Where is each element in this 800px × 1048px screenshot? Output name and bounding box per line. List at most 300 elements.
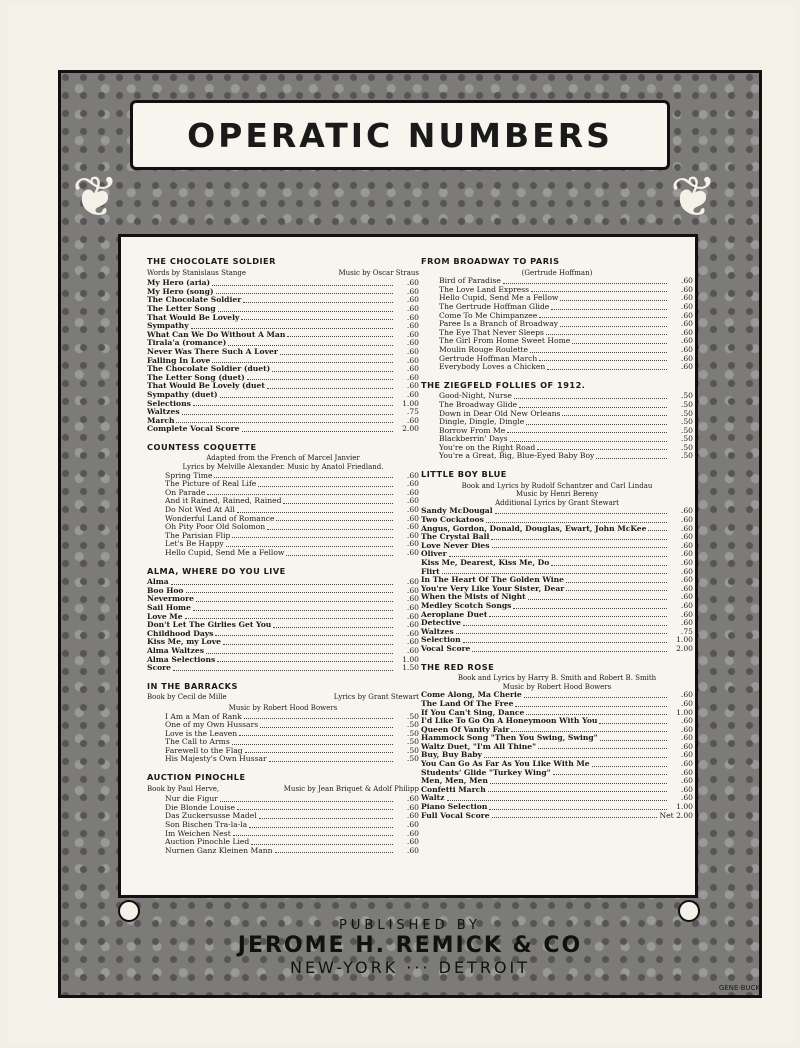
song-price: .60 <box>680 566 693 576</box>
song-price: .60 <box>680 284 693 294</box>
song-title: That Would Be Lovely (duet <box>147 381 265 391</box>
song-title: Buy, Buy Baby <box>421 750 482 760</box>
dot-leader <box>215 630 393 637</box>
song-price: .50 <box>680 434 693 444</box>
song-price: .60 <box>680 724 693 734</box>
song-price: .60 <box>680 293 693 303</box>
section-note: Book and Lyrics by Rudolf Schantzer and Carl Lindau <box>461 481 653 490</box>
dot-leader <box>176 417 393 424</box>
left-lily-ornament-icon: ❦ <box>72 165 119 230</box>
dot-leader <box>566 576 667 583</box>
song-title: Good-Night, Nurse <box>439 391 512 401</box>
song-price: .60 <box>406 295 419 305</box>
song-title: The Letter Song (duet) <box>147 372 245 382</box>
dot-leader <box>217 656 393 663</box>
dot-leader <box>273 621 393 628</box>
dot-leader <box>260 721 393 728</box>
song-price: .60 <box>680 609 693 619</box>
dot-leader <box>173 664 393 671</box>
song-row <box>421 611 693 620</box>
section-heading: LITTLE BOY BLUE <box>421 469 507 480</box>
dot-leader <box>232 532 393 539</box>
artist-signature: GENE·BUCK <box>718 984 760 992</box>
dot-leader <box>592 760 667 767</box>
section <box>147 443 419 558</box>
dot-leader <box>539 312 667 319</box>
dot-leader <box>214 472 393 479</box>
section-note: Book and Lyrics by Harry B. Smith and Robert B. Smith <box>457 674 657 683</box>
dot-leader <box>546 329 667 336</box>
dot-leader <box>193 400 393 407</box>
song-price: .60 <box>406 487 419 497</box>
song-price: .60 <box>680 698 693 708</box>
publisher-name: JEROME H. REMICK & CO <box>237 933 583 958</box>
song-title: Alma Waltzes <box>147 645 204 655</box>
dot-leader <box>212 357 393 364</box>
title-banner <box>130 100 670 170</box>
section <box>147 773 419 855</box>
song-title: On Parade <box>165 487 206 497</box>
song-title: I Am a Man of Rank <box>165 711 242 721</box>
song-price: .60 <box>680 716 693 726</box>
song-title: Vocal Score <box>421 643 471 653</box>
dot-leader <box>553 769 667 776</box>
song-title: Two Cockatoos <box>421 515 484 525</box>
song-price: .60 <box>406 513 419 523</box>
song-price: .60 <box>680 344 693 354</box>
dot-leader <box>287 331 393 338</box>
section-note: Lyrics by Melville Alexander. Music by Anatol Friedland. <box>182 463 384 472</box>
song-price: .60 <box>680 310 693 320</box>
song-price: .60 <box>406 620 419 630</box>
dot-leader <box>220 391 393 398</box>
dot-leader <box>551 303 667 310</box>
song-price: .60 <box>406 321 419 331</box>
song-price: .60 <box>680 515 693 525</box>
song-price: .50 <box>680 399 693 409</box>
song-title: Wonderful Land of Romance <box>165 513 275 523</box>
section <box>421 470 693 653</box>
dot-leader <box>196 595 393 602</box>
dot-leader <box>537 444 667 451</box>
song-price: .60 <box>680 540 693 550</box>
song-price: .50 <box>680 451 693 461</box>
song-price: .60 <box>680 336 693 346</box>
section <box>147 682 419 764</box>
song-title: Kiss Me, Dearest, Kiss Me, Do <box>421 558 550 567</box>
song-price: .60 <box>406 286 419 296</box>
song-title: Selection <box>421 635 461 645</box>
dot-leader <box>531 286 667 293</box>
song-row <box>147 425 419 434</box>
song-price: 1.00 <box>676 802 693 812</box>
dot-leader <box>251 838 393 845</box>
dot-leader <box>524 691 667 698</box>
section-note: Additional Lyrics by Grant Stewart <box>495 498 619 507</box>
song-title: The Call to Arms <box>165 737 230 747</box>
dot-leader <box>241 314 393 321</box>
dot-leader <box>258 480 393 487</box>
song-title: Bird of Paradise <box>439 276 501 286</box>
song-title: I'd Like To Go On A Honeymoon With You <box>421 716 598 726</box>
dot-leader <box>539 355 667 362</box>
dot-leader <box>551 559 667 566</box>
song-title: Oliver <box>421 549 447 559</box>
dot-leader <box>186 587 394 594</box>
song-title: Do Not Wed At All <box>165 505 235 515</box>
dot-leader <box>207 489 393 496</box>
song-row <box>147 664 419 673</box>
song-price: .60 <box>406 389 419 399</box>
song-price: .60 <box>406 479 419 489</box>
song-title: Selections <box>147 398 191 408</box>
dot-leader <box>507 427 667 434</box>
song-price: .60 <box>406 278 419 288</box>
song-price: .75 <box>406 407 419 417</box>
dot-leader <box>442 568 667 575</box>
song-title: The Picture of Real Life <box>165 479 257 489</box>
song-row <box>147 578 419 587</box>
song-title: Falling In Love <box>147 355 211 365</box>
dot-leader <box>243 296 393 303</box>
page-title: OPERATIC NUMBERS <box>187 115 613 155</box>
song-price: Net 2.00 <box>659 810 693 820</box>
song-title: Queen Of Vanity Fair <box>421 724 510 734</box>
dot-leader <box>599 717 667 724</box>
song-price: .60 <box>680 690 693 700</box>
publisher-cities: NEW-YORK ··· DETROIT <box>289 958 531 977</box>
section-note: Music by Robert Hood Bowers <box>502 682 612 691</box>
song-title: Blackberrin' Days <box>439 434 508 444</box>
section-credit <box>147 269 419 278</box>
song-title: Son Bischen Tra-la-la <box>165 820 248 830</box>
song-title: Borrow From Me <box>439 425 506 435</box>
song-price: .60 <box>406 794 419 804</box>
song-title: When the Mists of Night <box>421 592 526 602</box>
song-title: Nurnen Ganz Kleinen Mann <box>165 845 273 855</box>
song-title: Hammock Song "Then You Swing, Swing" <box>421 733 598 743</box>
song-price: .60 <box>406 496 419 506</box>
section-heading: IN THE BARRACKS <box>147 680 238 691</box>
song-title: Don't Let The Girlies Get You <box>147 620 272 630</box>
dot-leader <box>514 392 667 399</box>
song-price: .50 <box>406 728 419 738</box>
song-row <box>147 755 419 764</box>
song-price: .60 <box>406 577 419 587</box>
song-title: Childhood Days <box>147 628 214 638</box>
song-price: 1.00 <box>676 635 693 645</box>
credit-left: Book by Paul Herve, <box>147 784 220 793</box>
song-title: Die Blonde Louise <box>165 802 235 812</box>
song-title: The Chocolate Soldier <box>147 295 242 305</box>
song-title: Love is the Leaven <box>165 728 238 738</box>
song-price: .60 <box>406 585 419 595</box>
right-column <box>421 257 693 829</box>
song-row <box>147 604 419 613</box>
dot-leader <box>511 726 667 733</box>
dot-leader <box>269 755 393 762</box>
song-price: .60 <box>406 594 419 604</box>
song-title: The Eye That Never Sleeps <box>439 327 544 337</box>
dot-leader <box>463 619 667 626</box>
song-price: .60 <box>406 602 419 612</box>
song-price: .60 <box>406 645 419 655</box>
song-title: Nur die Figur <box>165 794 218 804</box>
song-price: .60 <box>406 505 419 515</box>
dot-leader <box>486 516 667 523</box>
song-row <box>421 542 693 551</box>
dot-leader <box>560 320 667 327</box>
section-heading: THE CHOCOLATE SOLDIER <box>147 256 276 266</box>
song-title: Angus, Gordon, Donald, Douglas, Ewart, John McKee <box>421 523 647 533</box>
section <box>421 663 693 821</box>
dot-leader <box>513 602 667 609</box>
dot-leader <box>244 713 393 720</box>
section-heading: THE RED ROSE <box>421 661 495 672</box>
dot-leader <box>185 613 393 620</box>
dot-leader <box>228 339 393 346</box>
song-price: .60 <box>680 741 693 751</box>
song-title: Medley Scotch Songs <box>421 600 512 610</box>
dot-leader <box>226 540 393 547</box>
dot-leader <box>239 730 393 737</box>
song-title: You're a Great, Big, Blue-Eyed Baby Boy <box>439 451 595 461</box>
song-title: The Crystal Ball <box>421 532 490 542</box>
dot-leader <box>233 830 393 837</box>
song-price: .75 <box>680 626 693 636</box>
dot-leader <box>247 374 393 381</box>
dot-leader <box>538 743 667 750</box>
section <box>421 257 693 372</box>
song-title: My Hero (song) <box>147 286 214 296</box>
song-price: .60 <box>680 618 693 628</box>
song-price: .60 <box>680 301 693 311</box>
song-price: 1.00 <box>676 707 693 717</box>
song-price: .60 <box>406 811 419 821</box>
song-price: .60 <box>680 558 693 567</box>
song-title: Score <box>147 663 172 673</box>
song-title: Aeroplane Duet <box>421 609 488 619</box>
dot-leader <box>503 277 667 284</box>
credit-right: Lyrics by Grant Stewart <box>333 693 419 702</box>
song-title: Come To Me Chimpanzee <box>439 310 538 320</box>
dot-leader <box>220 795 393 802</box>
section-credit <box>147 693 419 702</box>
dot-leader <box>488 786 667 793</box>
dot-leader <box>449 550 667 557</box>
credit-right: Music by Jean Briquet & Adolf Philipp <box>283 784 419 793</box>
song-title: Spring Time <box>165 470 213 480</box>
song-price: .60 <box>680 592 693 602</box>
song-price: .60 <box>680 319 693 329</box>
dot-leader <box>489 803 667 810</box>
song-title: Waltzes <box>421 626 454 636</box>
song-row <box>147 408 419 417</box>
song-title: The Girl From Home Sweet Home <box>439 336 571 346</box>
song-title: Love Never Dies <box>421 540 490 550</box>
content-panel <box>118 234 698 898</box>
song-price: .60 <box>680 793 693 803</box>
song-row <box>147 656 419 665</box>
published-by-label: PUBLISHED BY <box>339 918 481 933</box>
song-title: Hello Cupid, Send Me a Fellow <box>165 548 285 557</box>
dot-leader <box>530 346 667 353</box>
song-title: Flirt <box>421 566 440 576</box>
credit-right: Music by Oscar Straus <box>338 268 419 277</box>
left-column <box>147 257 419 864</box>
song-price: .60 <box>680 523 693 533</box>
dot-leader <box>280 348 393 355</box>
song-price: 1.00 <box>402 654 419 664</box>
dot-leader <box>182 408 393 415</box>
song-title: His Majesty's Own Hussar <box>165 754 267 764</box>
song-title: My Hero (aria) <box>147 278 211 288</box>
song-title: Oh Pity Poor Old Solomon <box>165 522 266 532</box>
song-price: .60 <box>406 312 419 322</box>
song-title: Dingle, Dingle, Dingle <box>439 417 525 427</box>
dot-leader <box>648 525 667 532</box>
song-row <box>147 549 419 558</box>
song-row <box>421 363 693 372</box>
dot-leader <box>267 523 393 530</box>
song-title: Down in Dear Old New Orleans <box>439 408 561 418</box>
song-price: .60 <box>680 532 693 542</box>
song-price: 1.00 <box>402 398 419 408</box>
dot-leader <box>191 322 393 329</box>
section <box>147 567 419 673</box>
song-title: You're Very Like Your Sister, Dear <box>421 583 565 593</box>
song-price: .60 <box>406 364 419 374</box>
section-heading: ALMA, WHERE DO YOU LIVE <box>147 565 286 576</box>
section-credit <box>147 785 419 794</box>
song-title: Waltzes <box>147 407 180 417</box>
song-price: .60 <box>406 338 419 348</box>
song-title: Confetti March <box>421 784 486 794</box>
song-title: The Love Land Express <box>439 284 530 294</box>
song-price: 2.00 <box>402 424 419 434</box>
song-price: .60 <box>680 767 693 777</box>
dot-leader <box>283 497 393 504</box>
song-price: .60 <box>680 784 693 794</box>
song-price: .60 <box>406 372 419 382</box>
dot-leader <box>547 363 667 370</box>
song-row <box>147 400 419 409</box>
song-title: Alma Selections <box>147 654 216 664</box>
dot-leader <box>276 515 393 522</box>
dot-leader <box>286 549 393 556</box>
song-price: .60 <box>680 362 693 372</box>
dot-leader <box>267 382 393 389</box>
song-title: Nevermore <box>147 594 194 604</box>
song-title: Im Weichen Nest <box>165 828 231 838</box>
dot-leader <box>272 365 393 372</box>
song-row <box>421 628 693 637</box>
song-price: .60 <box>406 539 419 549</box>
song-price: .60 <box>406 355 419 365</box>
song-title: Sympathy <box>147 321 189 331</box>
song-title: The Land Of The Free <box>421 698 514 708</box>
right-lily-ornament-icon: ❦ <box>670 165 717 230</box>
song-price: .60 <box>680 600 693 610</box>
dot-leader <box>526 709 667 716</box>
song-title: Hello Cupid, Send Me a Fellow <box>439 293 559 303</box>
song-title: Kiss Me, my Love <box>147 637 221 647</box>
dot-leader <box>237 506 393 513</box>
song-price: .50 <box>406 754 419 764</box>
song-price: .60 <box>406 329 419 339</box>
song-price: .60 <box>680 549 693 559</box>
song-title: You Can Go As Far As You Like With Me <box>421 759 590 769</box>
song-title: Never Was There Such A Lover <box>147 346 278 356</box>
dot-leader <box>492 812 658 819</box>
song-title: The Broadway Glide <box>439 399 518 409</box>
song-title: Boo Hoo <box>147 585 184 595</box>
song-row <box>421 645 693 654</box>
song-row <box>421 619 693 628</box>
dot-leader <box>560 294 667 301</box>
song-price: .50 <box>680 417 693 427</box>
song-price: .60 <box>680 733 693 743</box>
song-title: Complete Vocal Score <box>147 424 240 434</box>
dot-leader <box>484 751 667 758</box>
song-title: March <box>147 415 175 425</box>
dot-leader <box>600 734 667 741</box>
song-price: .50 <box>406 720 419 730</box>
dot-leader <box>245 747 393 754</box>
song-title: Sail Home <box>147 602 191 612</box>
song-title: Detective <box>421 618 462 628</box>
dot-leader <box>472 645 667 652</box>
song-title: Moulin Rouge Roulette <box>439 344 529 354</box>
dot-leader <box>171 578 393 585</box>
song-title: The Letter Song <box>147 303 216 313</box>
song-row <box>147 847 419 856</box>
song-price: .50 <box>680 442 693 452</box>
dot-leader <box>249 821 393 828</box>
credit-left: Book by Cecil de Mille <box>147 693 227 702</box>
dot-leader <box>447 794 668 801</box>
song-title: Auction Pinochle Lied <box>165 837 250 847</box>
section-heading: AUCTION PINOCHLE <box>147 772 246 783</box>
song-title: Piano Selection <box>421 802 488 812</box>
dot-leader <box>456 628 667 635</box>
dot-leader <box>216 288 393 295</box>
song-title: Farewell to the Flag <box>165 745 243 755</box>
dot-leader <box>242 425 394 432</box>
song-title: What Can We Do Without A Man <box>147 329 286 339</box>
song-row <box>421 812 693 821</box>
song-title: Everybody Loves a Chicken <box>439 362 546 372</box>
song-title: Das Zuckersusse Madel <box>165 811 257 821</box>
song-price: .60 <box>406 530 419 540</box>
song-title: Men, Men, Men <box>421 776 488 786</box>
song-price: .60 <box>406 820 419 830</box>
song-title: Sandy McDougal <box>421 506 493 516</box>
dot-leader <box>218 305 393 312</box>
section-heading: FROM BROADWAY TO PARIS <box>421 256 560 266</box>
song-price: .60 <box>406 837 419 847</box>
song-title: Sympathy (duet) <box>147 389 218 399</box>
song-price: .60 <box>680 506 693 516</box>
song-title: Tirala'a (romance) <box>147 338 227 348</box>
song-row <box>421 786 693 795</box>
song-title: Paree Is a Branch of Broadway <box>439 319 559 329</box>
dot-leader <box>237 804 393 811</box>
section-note: Adapted from the French of Marcel Janvier <box>206 454 360 463</box>
song-price: .60 <box>680 583 693 593</box>
dot-leader <box>490 777 667 784</box>
song-price: .60 <box>406 548 419 557</box>
